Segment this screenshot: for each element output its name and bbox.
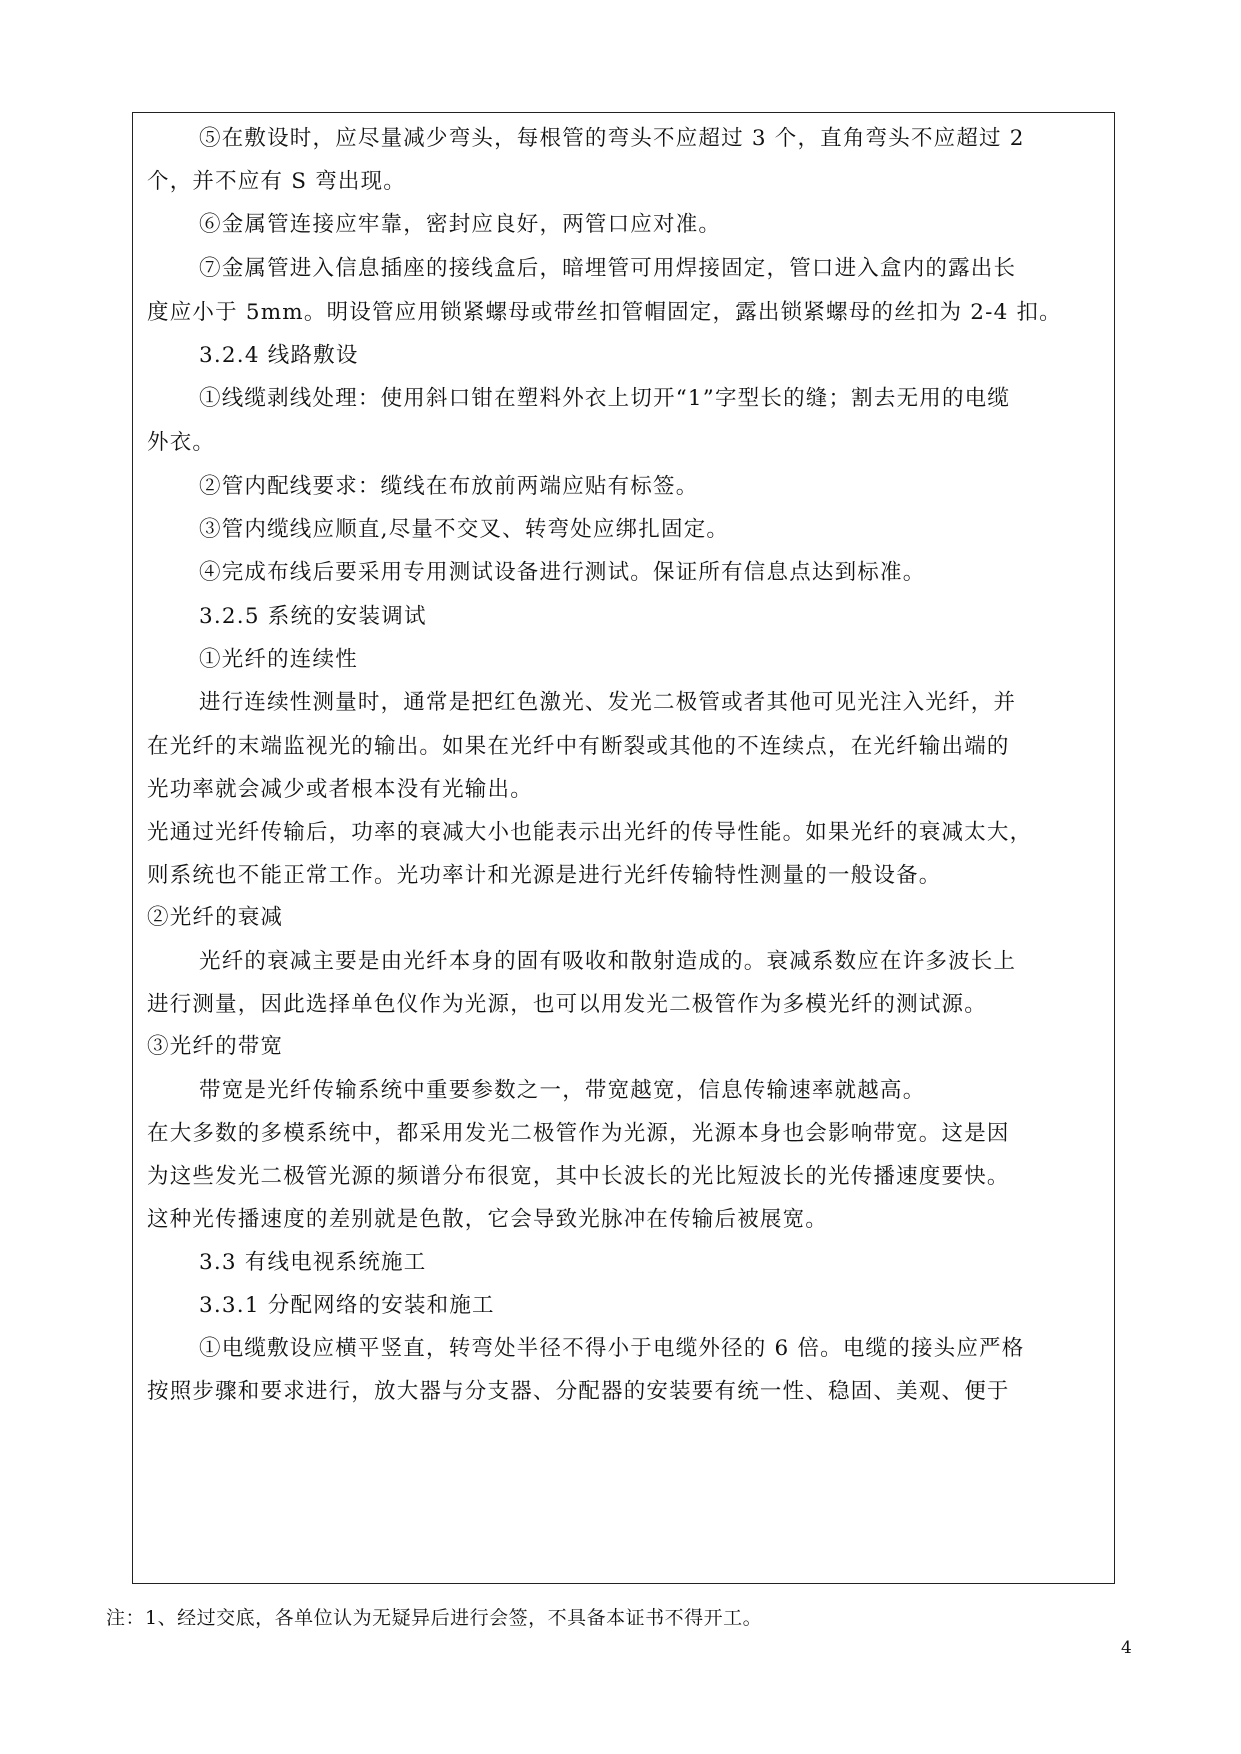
page-number: 4	[1121, 1638, 1132, 1658]
text-line: 个，并不应有 S 弯出现。	[147, 169, 406, 194]
text-line: 在大多数的多模系统中，都采用发光二极管作为光源，光源本身也会影响带宽。这是因	[147, 1121, 1010, 1146]
text-line: 按照步骤和要求进行，放大器与分支器、分配器的安装要有统一性、稳固、美观、便于	[147, 1379, 1010, 1404]
text-line: 这种光传播速度的差别就是色散，它会导致光脉冲在传输后被展宽。	[147, 1207, 829, 1232]
text-line: 进行测量，因此选择单色仪作为光源，也可以用发光二极管作为多模光纤的测试源。	[147, 992, 987, 1017]
text-line: 光通过光纤传输后，功率的衰减大小也能表示出光纤的传导性能。如果光纤的衰减太大，	[147, 820, 1033, 845]
text-line: ④完成布线后要采用专用测试设备进行测试。保证所有信息点达到标准。	[199, 560, 926, 585]
text-line: ②光纤的衰减	[147, 905, 284, 930]
text-line: ③光纤的带宽	[147, 1034, 284, 1059]
text-line: ⑦金属管进入信息插座的接线盒后，暗埋管可用焊接固定，管口进入盒内的露出长	[199, 256, 1017, 281]
text-line: ①电缆敷设应横平竖直，转弯处半径不得小于电缆外径的 6 倍。电缆的接头应严格	[199, 1336, 1025, 1361]
section-heading: 3.3 有线电视系统施工	[199, 1250, 427, 1275]
text-line: ⑥金属管连接应牢靠，密封应良好，两管口应对准。	[199, 212, 722, 237]
text-line: 在光纤的末端监视光的输出。如果在光纤中有断裂或其他的不连续点，在光纤输出端的	[147, 734, 1010, 759]
text-line: 光纤的衰减主要是由光纤本身的固有吸收和散射造成的。衰减系数应在许多波长上	[199, 949, 1017, 974]
text-line: ⑤在敷设时，应尽量减少弯头，每根管的弯头不应超过 3 个，直角弯头不应超过 2	[199, 126, 1025, 151]
text-line: 光功率就会减少或者根本没有光输出。	[147, 777, 533, 802]
section-heading: 3.3.1 分配网络的安装和施工	[199, 1293, 495, 1318]
text-line: ②管内配线要求：缆线在布放前两端应贴有标签。	[199, 474, 699, 499]
footnote: 注：1、经过交底，各单位认为无疑异后进行会签，不具备本证书不得开工。	[106, 1607, 763, 1629]
text-line: 外衣。	[147, 430, 216, 455]
text-line: ①线缆剥线处理：使用斜口钳在塑料外衣上切开“1”字型长的缝；割去无用的电缆	[199, 386, 1011, 411]
text-line: ①光纤的连续性	[199, 647, 358, 672]
section-heading: 3.2.5 系统的安装调试	[199, 604, 427, 629]
text-line: 度应小于 5mm。明设管应用锁紧螺母或带丝扣管帽固定，露出锁紧螺母的丝扣为 2-4 扣。	[147, 300, 1062, 325]
text-line: ③管内缆线应顺直,尽量不交叉、转弯处应绑扎固定。	[199, 517, 730, 542]
text-line: 进行连续性测量时，通常是把红色激光、发光二极管或者其他可见光注入光纤，并	[199, 690, 1017, 715]
text-line: 为这些发光二极管光源的频谱分布很宽，其中长波长的光比短波长的光传播速度要快。	[147, 1164, 1010, 1189]
text-line: 带宽是光纤传输系统中重要参数之一，带宽越宽，信息传输速率就越高。	[199, 1078, 926, 1103]
text-line: 则系统也不能正常工作。光功率计和光源是进行光纤传输特性测量的一般设备。	[147, 863, 942, 888]
section-heading: 3.2.4 线路敷设	[199, 343, 359, 368]
